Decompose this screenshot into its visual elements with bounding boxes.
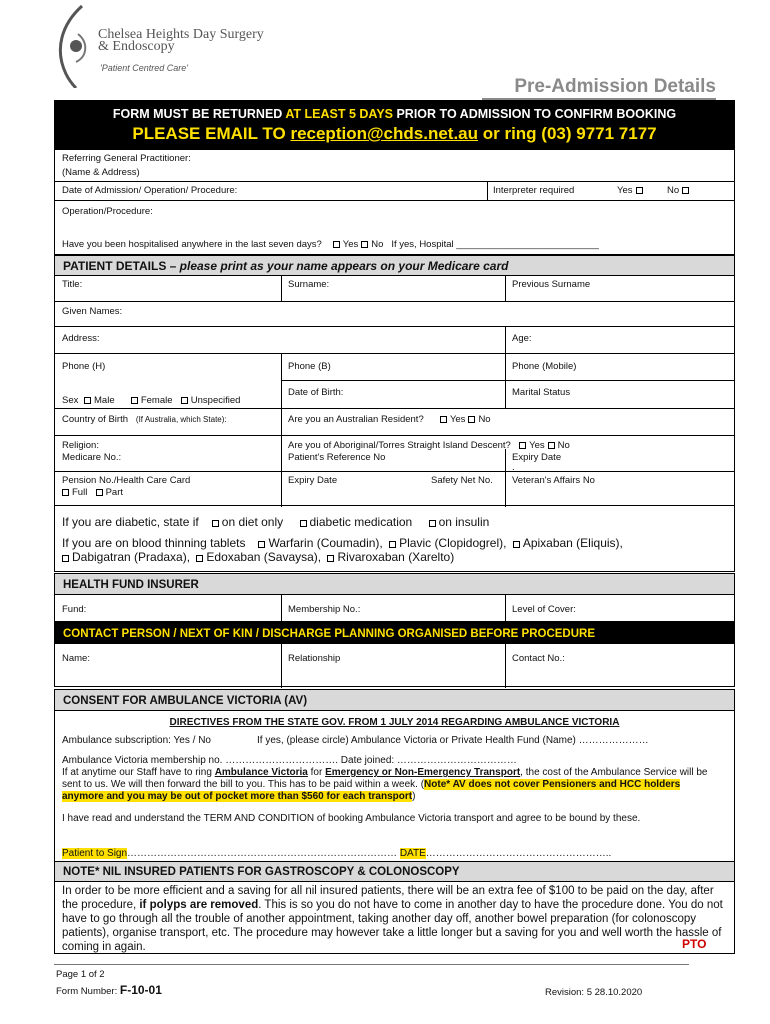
pension-label: Pension No./Health Care Card [62,475,191,486]
checkbox-icon[interactable] [84,397,91,404]
ambulance-cost-paragraph: If at anytime our Staff have to ring Ambulance Victoria for Emergency or Non-Emergency Transport, the cost of the Ambulance Service will be sent to us. We will then forward the bill to you. This has to be paid within a week. (Note* AV does not cover Pensioners and HCC holders anymore and you may be out of pocket more than $560 for each transport) [62,767,708,802]
medical-section [54,505,735,572]
expiry-date-label: Expiry Date [512,452,562,463]
interpreter-yes[interactable]: Yes [617,185,646,197]
health-fund-section [54,594,735,622]
checkbox-icon[interactable] [519,442,526,449]
email-link[interactable]: reception@chds.net.au [290,124,479,143]
signature-line[interactable]: Patient to Sign……………………………………………………………………… DATE……………………………………………….. [62,848,612,859]
marital-label: Marital Status [512,387,571,398]
blood-thinning-question: If you are on blood thinning tablets Warfarin (Coumadin), Plavic (Clopidogrel), Apixaban (Eliquis), [62,536,623,550]
level-of-cover-label: Level of Cover: [512,604,576,615]
org-name-line1: Chelsea Heights Day Surgery [98,27,264,42]
checkbox-icon[interactable] [300,520,307,527]
pto-label: PTO [682,937,707,951]
atsi-question: Are you of Aboriginal/Torres Straight Island Descent? Yes No [288,440,570,451]
interpreter-label: Interpreter required [493,185,575,196]
medicare-label: Medicare No.: [62,452,122,463]
hospitalised-question: Have you been hospitalised anywhere in the last seven days? Yes No If yes, Hospital ___________________________ [62,239,599,250]
nil-insured-heading: NOTE* NIL INSURED PATIENTS FOR GASTROSCOPY & COLONOSCOPY [54,861,735,882]
membership-label: Membership No.: [288,604,361,615]
health-fund-heading: HEALTH FUND INSURER [54,573,735,595]
referral-section [54,149,735,255]
checkbox-icon[interactable] [636,187,643,194]
admission-date-label: Date of Admission/ Operation/ Procedure: [62,185,238,196]
age-label: Age: [512,333,532,344]
ambulance-terms: I have read and understand the TERM AND CONDITION of booking Ambulance Victoria transport and agree to be bound by these. [62,813,641,824]
phone-business-label: Phone (B) [288,361,331,372]
ambulance-heading: CONSENT FOR AMBULANCE VICTORIA (AV) [54,689,735,711]
banner-line1 [55,101,734,121]
contact-number-label: Contact No.: [512,653,565,664]
checkbox-icon[interactable] [468,416,475,423]
checkbox-icon[interactable] [196,555,203,562]
safety-net-label: Safety Net No. [431,475,493,486]
checkbox-icon[interactable] [181,397,188,404]
checkbox-icon[interactable] [62,555,69,562]
checkbox-icon[interactable] [682,187,689,194]
page-number: Page 1 of 2 [56,969,105,980]
address-label: Address: [62,333,100,344]
banner-text-c: PRIOR TO ADMISSION TO CONFIRM BOOKING [393,107,677,121]
checkbox-icon[interactable] [361,241,368,248]
ambulance-subscription: Ambulance subscription: Yes / No [62,735,211,746]
expiry-dot: . [512,462,515,473]
footer-rule [54,964,689,965]
banner-line2 [55,121,734,144]
form-title: Pre-Admission Details [514,76,716,97]
banner-email-prefix: PLEASE EMAIL TO [132,124,291,143]
previous-surname-label: Previous Surname [512,279,591,290]
checkbox-icon[interactable] [131,397,138,404]
checkbox-icon[interactable] [389,541,396,548]
contact-name-label: Name: [62,653,90,664]
title-label: Title: [62,279,83,290]
checkbox-icon[interactable] [258,541,265,548]
checkbox-icon[interactable] [548,442,555,449]
interpreter-no[interactable]: No [667,185,692,197]
dob-label: Date of Birth: [288,387,344,398]
aus-resident-question: Are you an Australian Resident? Yes No [288,414,491,425]
checkbox-icon[interactable] [62,489,69,496]
phone-home-label: Phone (H) [62,361,106,372]
pension-type-options: Full Part [62,487,123,499]
veterans-label: Veteran's Affairs No [512,475,595,486]
tagline: 'Patient Centred Care' [100,63,188,73]
gp-label: Referring General Practitioner: [62,153,191,164]
expiry-date-2-label: Expiry Date [288,475,338,486]
checkbox-icon[interactable] [327,555,334,562]
checkbox-icon[interactable] [212,520,219,527]
religion-label: Religion: [62,440,99,451]
checkbox-icon[interactable] [513,541,520,548]
operation-label: Operation/Procedure: [62,206,153,217]
patient-details-section [54,275,735,506]
fund-label: Fund: [62,604,87,615]
patient-details-heading: PATIENT DETAILS – please print as your name appears on your Medicare card [54,255,735,276]
gp-sub-label: (Name & Address) [62,167,140,178]
chds-logo [52,4,98,88]
patient-ref-label: Patient's Reference No [288,452,386,463]
checkbox-icon[interactable] [333,241,340,248]
given-names-label: Given Names: [62,306,123,317]
banner-text-a: FORM MUST BE RETURNED [112,107,286,121]
relationship-label: Relationship [288,653,341,664]
country-of-birth-label: Country of Birth (If Australia, which State): [62,414,227,425]
ambulance-note-highlight: Note* AV does not cover Pensioners and HCC holders anymore and you may be out of pocket more than $560 for each transport [62,779,681,802]
checkbox-icon[interactable] [429,520,436,527]
diabetic-question: If you are diabetic, state if on diet only diabetic medication on insulin [62,515,490,529]
form-number: Form Number: F-10-01 [56,983,162,997]
booking-banner [54,100,735,150]
phone-mobile-label: Phone (Mobile) [512,361,577,372]
banner-phone: or ring (03) 9771 7177 [478,124,657,143]
banner-highlight: AT LEAST 5 DAYS [285,107,393,121]
blood-thinning-options-2: Dabigatran (Pradaxa), Edoxaban (Savaysa), Rivaroxaban (Xarelto) [62,550,454,564]
checkbox-icon[interactable] [440,416,447,423]
ambulance-membership: Ambulance Victoria membership no. ……………………………. Date joined: ……………………………… [62,755,517,766]
contact-heading: CONTACT PERSON / NEXT OF KIN / DISCHARGE PLANNING ORGANISED BEFORE PROCEDURE [54,622,735,644]
ambulance-section [54,710,735,862]
nil-insured-text: In order to be more efficient and a saving for all nil insured patients, there will be an extra fee of $100 to be paid on the day, after the procedure, if polyps are removed. This is so you do not have to come in another day to have the procedure done. You do not have to go through all the trouble of another appointment, taking another day off, another bowel preparation (for colonoscopy patients), organise transport, etc. The procedure may however take a little longer but a saving for you and well worth the hassle of coming in again. [62,885,723,953]
contact-section [54,643,735,687]
ambulance-if-yes: If yes, (please circle) Ambulance Victoria or Private Health Fund (Name) ………………… [257,735,649,746]
org-name-line2: & Endoscopy [98,39,175,54]
checkbox-icon[interactable] [96,489,103,496]
ambulance-directive: DIRECTIVES FROM THE STATE GOV. FROM 1 JULY 2014 REGARDING AMBULANCE VICTORIA [169,717,620,728]
revision: Revision: 5 28.10.2020 [545,987,643,998]
surname-label: Surname: [288,279,330,290]
sex-options: Sex Male Female Unspecified [62,395,241,406]
nil-insured-section [54,881,735,954]
